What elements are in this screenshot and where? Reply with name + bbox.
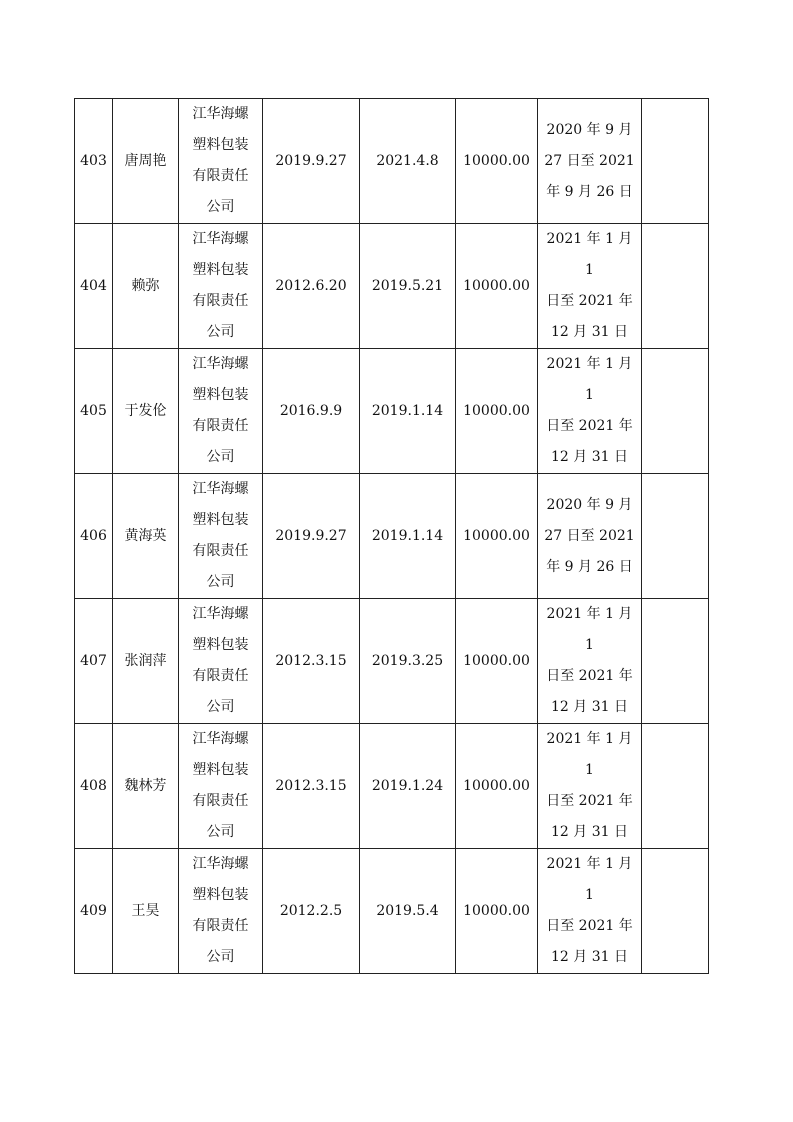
amount: 10000.00 (456, 349, 538, 474)
row-number: 409 (75, 849, 113, 974)
company-name (179, 349, 263, 474)
company-line: 江华海螺 (192, 856, 249, 872)
company-line: 塑料包装 (192, 387, 249, 403)
end-date: 2019.5.21 (360, 224, 456, 349)
period-line: 12 月 31 日 (551, 449, 628, 465)
company-line: 公司 (206, 949, 235, 965)
start-date: 2012.2.5 (263, 849, 360, 974)
end-date: 2019.5.4 (360, 849, 456, 974)
company-line: 有限责任 (192, 918, 249, 934)
person-name: 赖弥 (113, 224, 179, 349)
company-line: 有限责任 (192, 668, 249, 684)
end-date: 2019.3.25 (360, 599, 456, 724)
company-name (179, 599, 263, 724)
company-line: 公司 (206, 324, 235, 340)
end-date: 2019.1.14 (360, 349, 456, 474)
company-line: 有限责任 (192, 418, 249, 434)
row-number: 408 (75, 724, 113, 849)
note (642, 349, 709, 474)
amount: 10000.00 (456, 599, 538, 724)
company-line: 江华海螺 (192, 231, 249, 247)
note (642, 724, 709, 849)
row-number: 404 (75, 224, 113, 349)
company-line: 塑料包装 (192, 887, 249, 903)
start-date: 2012.6.20 (263, 224, 360, 349)
company-name (179, 99, 263, 224)
company-line: 公司 (206, 199, 235, 215)
company-line: 江华海螺 (192, 481, 249, 497)
period (538, 599, 642, 724)
period-line: 2021 年 1 月 1 (546, 731, 633, 778)
company-line: 塑料包装 (192, 637, 249, 653)
company-line: 塑料包装 (192, 262, 249, 278)
table-row (75, 99, 709, 224)
period-line: 日至 2021 年 (546, 418, 633, 434)
company-line: 公司 (206, 449, 235, 465)
table-row (75, 724, 709, 849)
end-date: 2019.1.14 (360, 474, 456, 599)
period (538, 349, 642, 474)
period-line: 日至 2021 年 (546, 918, 633, 934)
row-number: 406 (75, 474, 113, 599)
company-line: 塑料包装 (192, 762, 249, 778)
amount: 10000.00 (456, 224, 538, 349)
note (642, 474, 709, 599)
period (538, 224, 642, 349)
row-number: 405 (75, 349, 113, 474)
company-line: 公司 (206, 574, 235, 590)
period-line: 2021 年 1 月 1 (546, 356, 633, 403)
person-name: 唐周艳 (113, 99, 179, 224)
company-line: 公司 (206, 824, 235, 840)
period-line: 日至 2021 年 (546, 668, 633, 684)
person-name: 于发伦 (113, 349, 179, 474)
company-line: 公司 (206, 699, 235, 715)
company-line: 江华海螺 (192, 731, 249, 747)
period-line: 日至 2021 年 (546, 293, 633, 309)
table-row (75, 849, 709, 974)
period-line: 2020 年 9 月 (546, 496, 633, 513)
table-row (75, 224, 709, 349)
company-line: 江华海螺 (192, 356, 249, 372)
period-line: 27 日至 2021 (544, 527, 635, 544)
start-date: 2012.3.15 (263, 599, 360, 724)
person-name: 黄海英 (113, 474, 179, 599)
period (538, 99, 642, 224)
person-name: 王昊 (113, 849, 179, 974)
company-name (179, 724, 263, 849)
period-line: 2020 年 9 月 (546, 121, 633, 138)
start-date: 2019.9.27 (263, 99, 360, 224)
row-number: 407 (75, 599, 113, 724)
company-line: 江华海螺 (192, 606, 249, 622)
note (642, 849, 709, 974)
start-date: 2019.9.27 (263, 474, 360, 599)
company-line: 江华海螺 (192, 106, 249, 122)
company-line: 塑料包装 (192, 512, 249, 528)
end-date: 2021.4.8 (360, 99, 456, 224)
period-line: 年 9 月 26 日 (546, 183, 633, 200)
company-name (179, 849, 263, 974)
period-line: 2021 年 1 月 1 (546, 856, 633, 903)
table-row (75, 349, 709, 474)
company-line: 有限责任 (192, 543, 249, 559)
person-name: 魏林芳 (113, 724, 179, 849)
period-line: 27 日至 2021 (544, 152, 635, 169)
period (538, 474, 642, 599)
start-date: 2012.3.15 (263, 724, 360, 849)
company-line: 有限责任 (192, 793, 249, 809)
company-line: 有限责任 (192, 293, 249, 309)
amount: 10000.00 (456, 99, 538, 224)
roster-body (75, 99, 709, 974)
start-date: 2016.9.9 (263, 349, 360, 474)
table-row (75, 474, 709, 599)
period-line: 12 月 31 日 (551, 949, 628, 965)
end-date: 2019.1.24 (360, 724, 456, 849)
period-line: 日至 2021 年 (546, 793, 633, 809)
period-line: 12 月 31 日 (551, 699, 628, 715)
company-name (179, 224, 263, 349)
company-line: 有限责任 (192, 168, 249, 184)
amount: 10000.00 (456, 849, 538, 974)
company-name (179, 474, 263, 599)
period-line: 年 9 月 26 日 (546, 558, 633, 575)
note (642, 224, 709, 349)
person-name: 张润萍 (113, 599, 179, 724)
period-line: 2021 年 1 月 1 (546, 231, 633, 278)
amount: 10000.00 (456, 474, 538, 599)
roster-table (74, 98, 709, 974)
row-number: 403 (75, 99, 113, 224)
note (642, 599, 709, 724)
period-line: 12 月 31 日 (551, 324, 628, 340)
period (538, 724, 642, 849)
note (642, 99, 709, 224)
table-row (75, 599, 709, 724)
period-line: 12 月 31 日 (551, 824, 628, 840)
period-line: 2021 年 1 月 1 (546, 606, 633, 653)
period (538, 849, 642, 974)
amount: 10000.00 (456, 724, 538, 849)
company-line: 塑料包装 (192, 137, 249, 153)
